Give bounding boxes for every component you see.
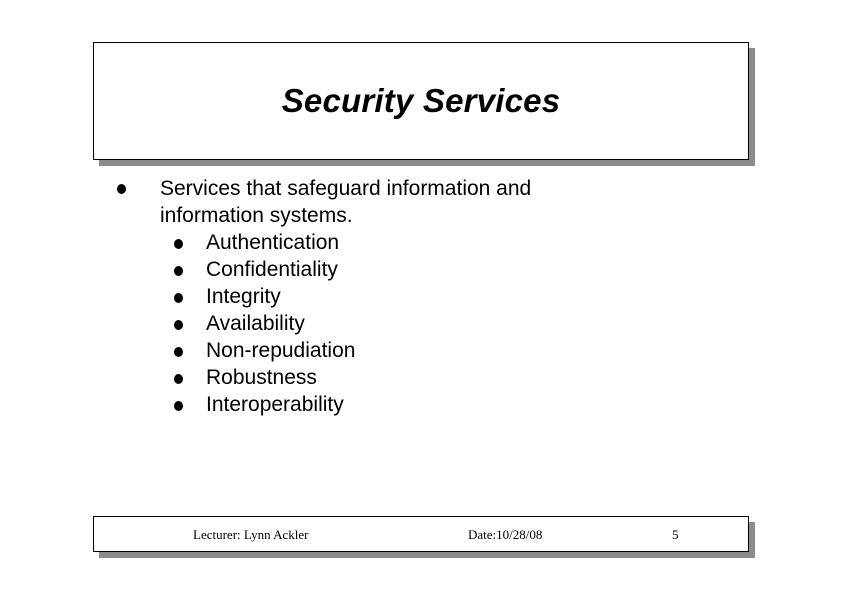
- footer-frame: [93, 516, 749, 552]
- main-bullet-text-line1: Services that safeguard information and: [160, 177, 532, 200]
- sub-bullet-text: Integrity: [206, 285, 281, 308]
- bullet-icon: [174, 239, 183, 249]
- sub-bullet-item: [160, 364, 710, 391]
- slide-content: [110, 175, 710, 418]
- sub-bullet-item: [160, 229, 710, 256]
- main-bullet-text-line2: information systems.: [160, 204, 353, 227]
- main-bullet-item: [110, 175, 710, 418]
- title-frame: [93, 42, 749, 160]
- bullet-icon: [117, 184, 126, 194]
- bullet-icon: [174, 347, 183, 357]
- sub-bullet-item: [160, 310, 710, 337]
- page-number: 5: [672, 527, 679, 542]
- bullet-icon: [174, 293, 183, 303]
- footer-date: Date:10/28/08: [468, 527, 543, 542]
- bullet-icon: [174, 266, 183, 276]
- sub-bullet-text: Confidentiality: [206, 258, 338, 281]
- bullet-icon: [174, 401, 183, 411]
- footer-lecturer: Lecturer: Lynn Ackler: [193, 527, 309, 542]
- sub-bullet-list: [160, 229, 710, 418]
- sub-bullet-text: Availability: [206, 312, 305, 335]
- sub-bullet-item: [160, 283, 710, 310]
- slide-title: Security Services: [281, 82, 561, 119]
- sub-bullet-item: [160, 391, 710, 418]
- bullet-icon: [174, 374, 183, 384]
- sub-bullet-text: Robustness: [206, 366, 317, 389]
- sub-bullet-text: Interoperability: [206, 393, 344, 416]
- bullet-icon: [174, 320, 183, 330]
- sub-bullet-item: [160, 256, 710, 283]
- sub-bullet-text: Non-repudiation: [206, 339, 356, 362]
- sub-bullet-text: Authentication: [206, 231, 340, 254]
- sub-bullet-item: [160, 337, 710, 364]
